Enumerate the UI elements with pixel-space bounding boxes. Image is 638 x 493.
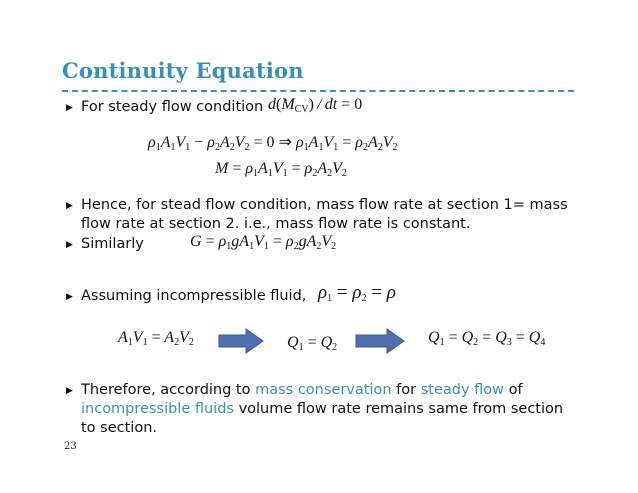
page-number: 23 (64, 441, 77, 452)
equation-weight-flow-rate: $G = \rho_1gA_1V_1 = \rho_2gA_2V_2$ (190, 233, 337, 252)
equation-dmcv-dt: $d(M_{CV})$ / dt = 0 (268, 96, 363, 115)
title-divider (62, 90, 574, 92)
conclusion-text: for (391, 382, 421, 398)
conclusion-text: of (504, 382, 523, 398)
bullet-arrow-icon: ▶ (66, 292, 73, 302)
conclusion-text: volume flow rate remains same from section to section. (81, 401, 564, 436)
highlight-steady-flow: steady flow (420, 382, 505, 398)
bullet-arrow-icon: ▶ (66, 240, 73, 250)
bullet-text-steady-flow: For steady flow condition (81, 99, 264, 115)
bullet-text-mass-flow-constant: Hence, for stead flow condition, mass flow rate at section 1= mass flow rate at section 2. i.e., mass flow rate is constant. (81, 197, 568, 232)
bullet-text-incompressible: Assuming incompressible fluid, (81, 288, 307, 304)
right-arrow-icon (218, 328, 264, 354)
right-arrow-icon (355, 328, 405, 354)
equation-area-velocity: $A_1V_1 = A_2V_2$ (118, 329, 194, 348)
conclusion-text: Therefore, according to (81, 382, 256, 398)
bullet-arrow-icon: ▶ (66, 103, 73, 113)
bullet-arrow-icon: ▶ (66, 201, 73, 211)
bullet-text-similarly: Similarly (81, 236, 144, 252)
highlight-mass-conservation: mass conservation (255, 382, 392, 398)
bullet-arrow-icon: ▶ (66, 386, 73, 396)
equation-mass-balance: $\rho_1A_1V_1 - \rho_2A_2V_2 = 0$ ⇒ $\rho_1A_1V_1 = \rho_2A_2V_2$ (148, 134, 398, 153)
equation-density-equal: $\rho_1 = \rho_2 = \rho$ (318, 282, 396, 304)
equation-q1-q2: $Q_1 = Q_2$ (287, 334, 338, 353)
bullet-text-conclusion (81, 381, 571, 438)
slide-title: Continuity Equation (62, 58, 304, 83)
equation-mass-flow-rate: $M = \rho_1A_1V_1 = \rho_2A_2V_2$ (215, 160, 347, 179)
highlight-incompressible-fluids: incompressible fluids (81, 401, 234, 417)
equation-q-chain: $Q_1 = Q_2 = Q_3 = Q_4$ (428, 329, 546, 348)
